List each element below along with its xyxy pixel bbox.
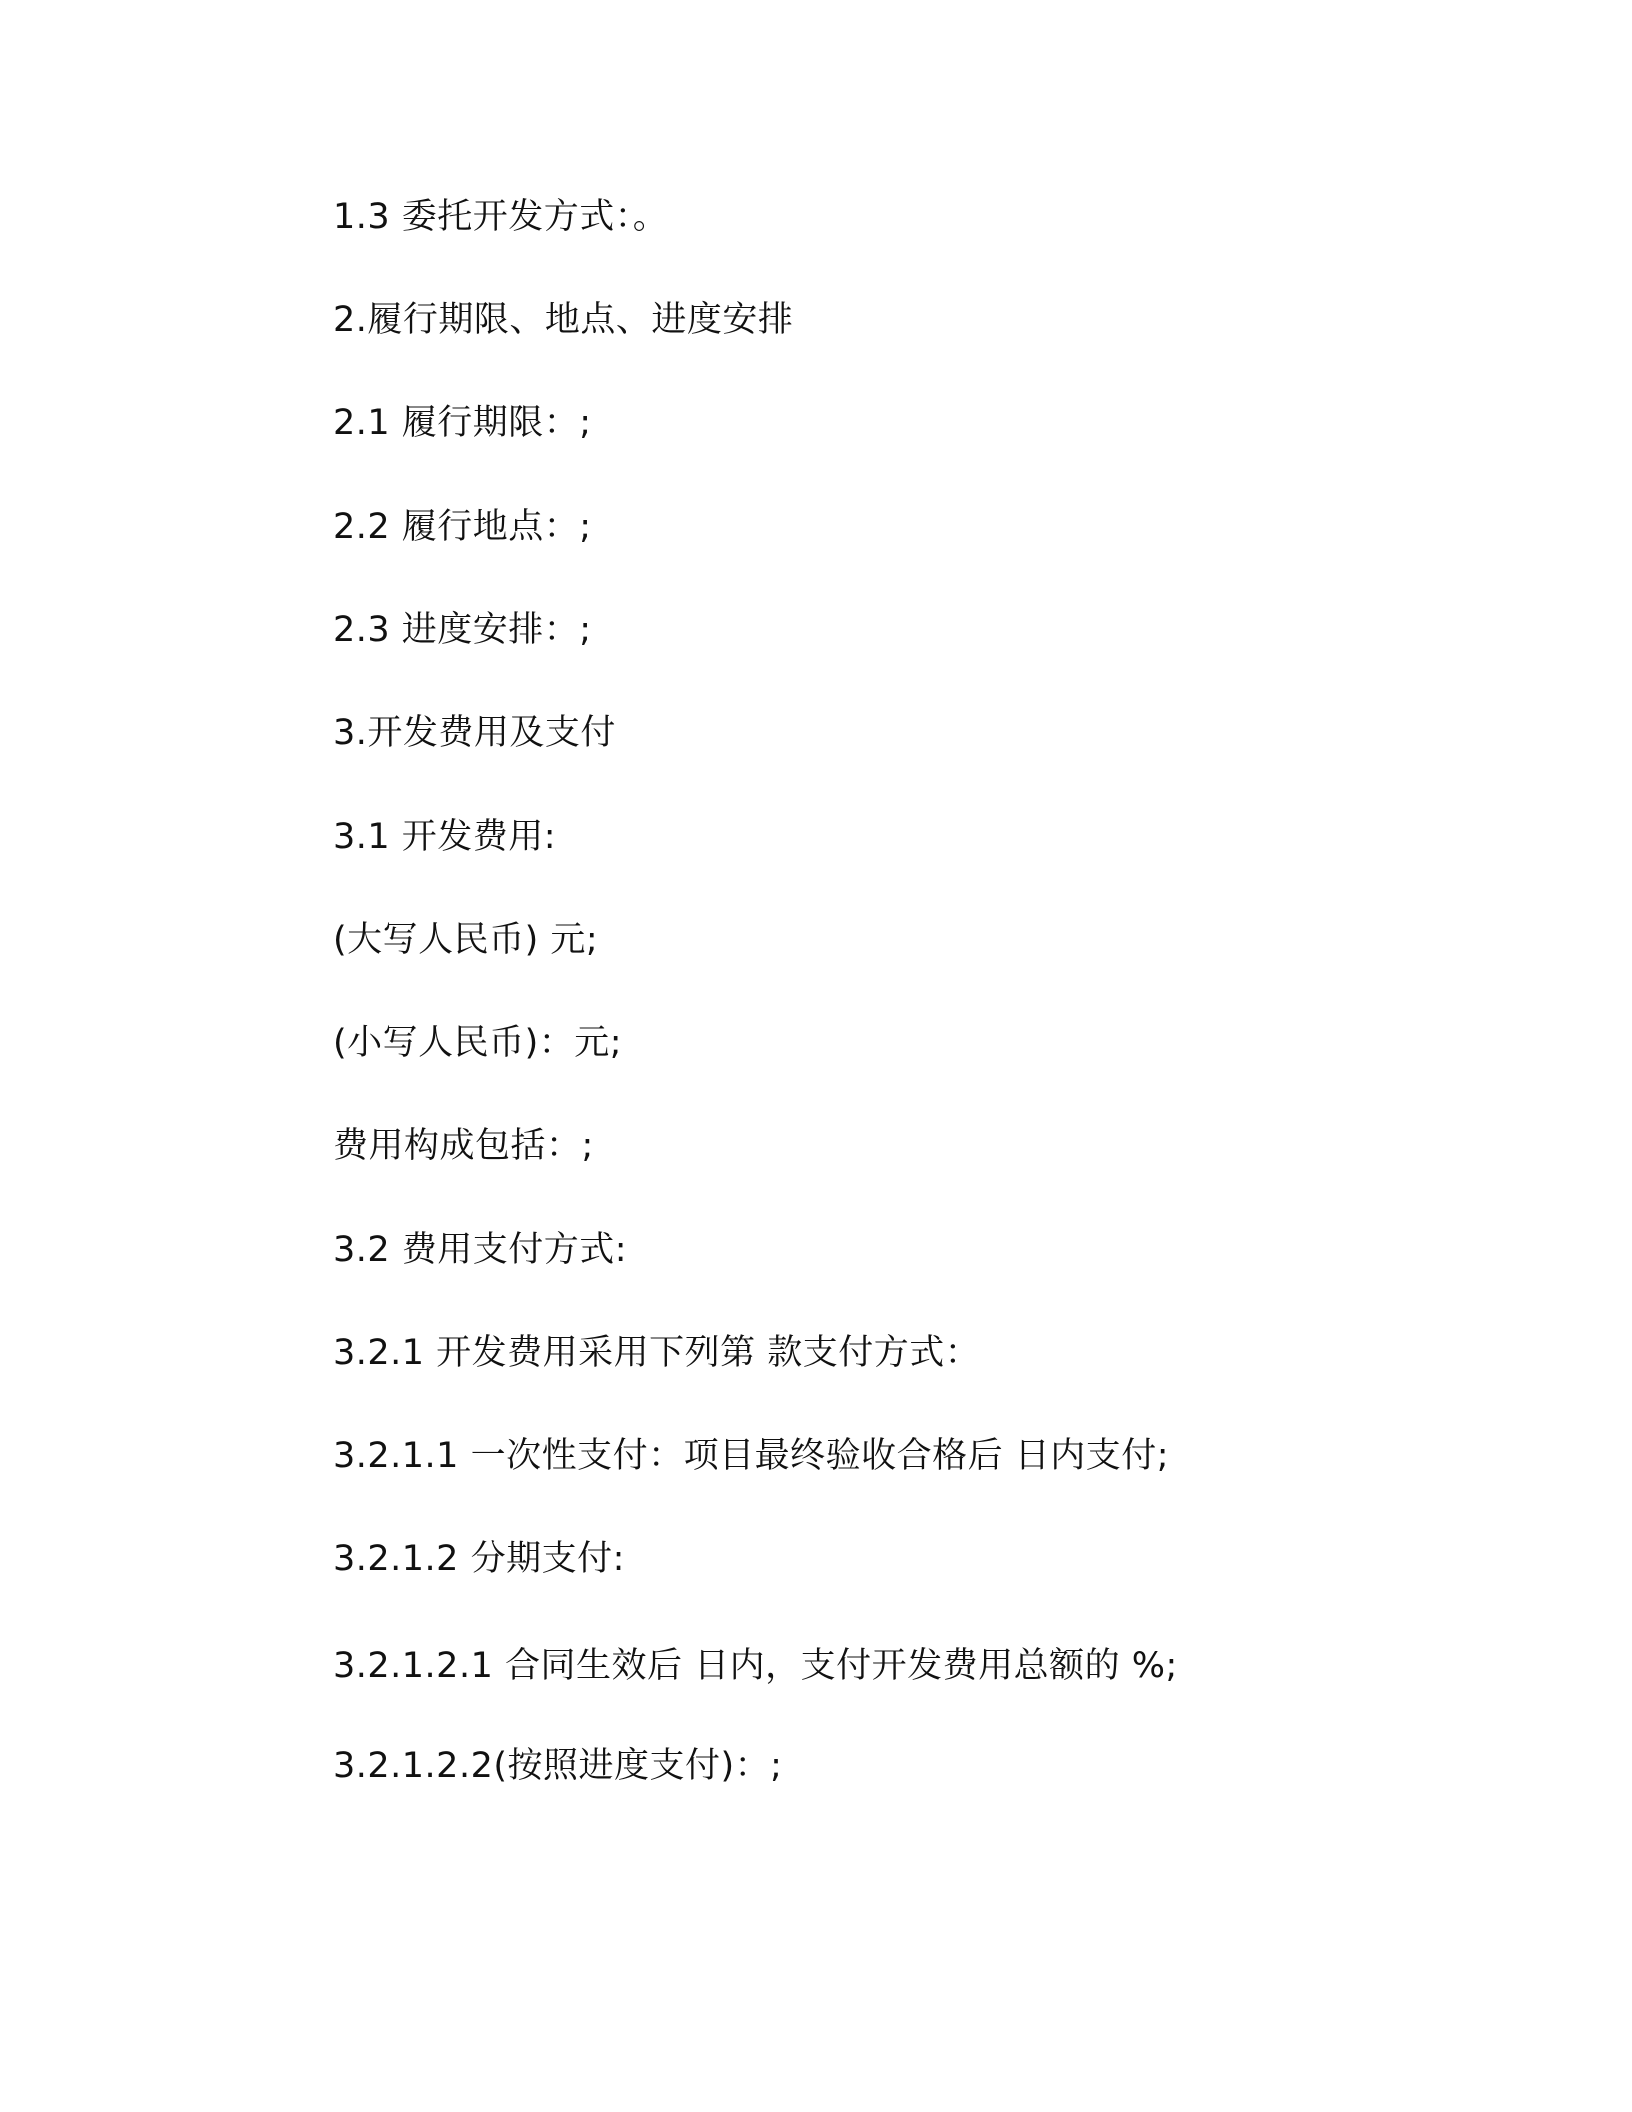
cost-composition: 费用构成包括：;: [333, 1126, 594, 1166]
clause-2-2: 2.2 履行地点：;: [333, 507, 592, 547]
clause-3-2-1-2: 3.2.1.2 分期支付:: [333, 1539, 625, 1579]
amount-in-words: (大写人民币) 元;: [333, 920, 599, 960]
clause-3-2-1-1: 3.2.1.1 一次性支付：项目最终验收合格后 日内支付;: [333, 1436, 1169, 1476]
clause-2-1: 2.1 履行期限：;: [333, 403, 592, 443]
clause-3-2-1: 3.2.1 开发费用采用下列第 款支付方式：: [333, 1333, 981, 1373]
clause-3-2: 3.2 费用支付方式:: [333, 1230, 628, 1270]
amount-in-figures: (小写人民币)：元;: [333, 1023, 623, 1063]
section-3-heading: 3.开发费用及支付: [333, 713, 616, 753]
clause-3-1: 3.1 开发费用:: [333, 817, 557, 857]
clause-2-3: 2.3 进度安排：;: [333, 610, 592, 650]
clause-3-2-1-2-1: 3.2.1.2.1 合同生效后 日内，支付开发费用总额的 %;: [333, 1646, 1178, 1686]
clause-3-2-1-2-2: 3.2.1.2.2(按照进度支付)：;: [333, 1746, 783, 1786]
clause-1-3: 1.3 委托开发方式：。: [333, 197, 669, 237]
section-2-heading: 2.履行期限、地点、进度安排: [333, 300, 794, 340]
